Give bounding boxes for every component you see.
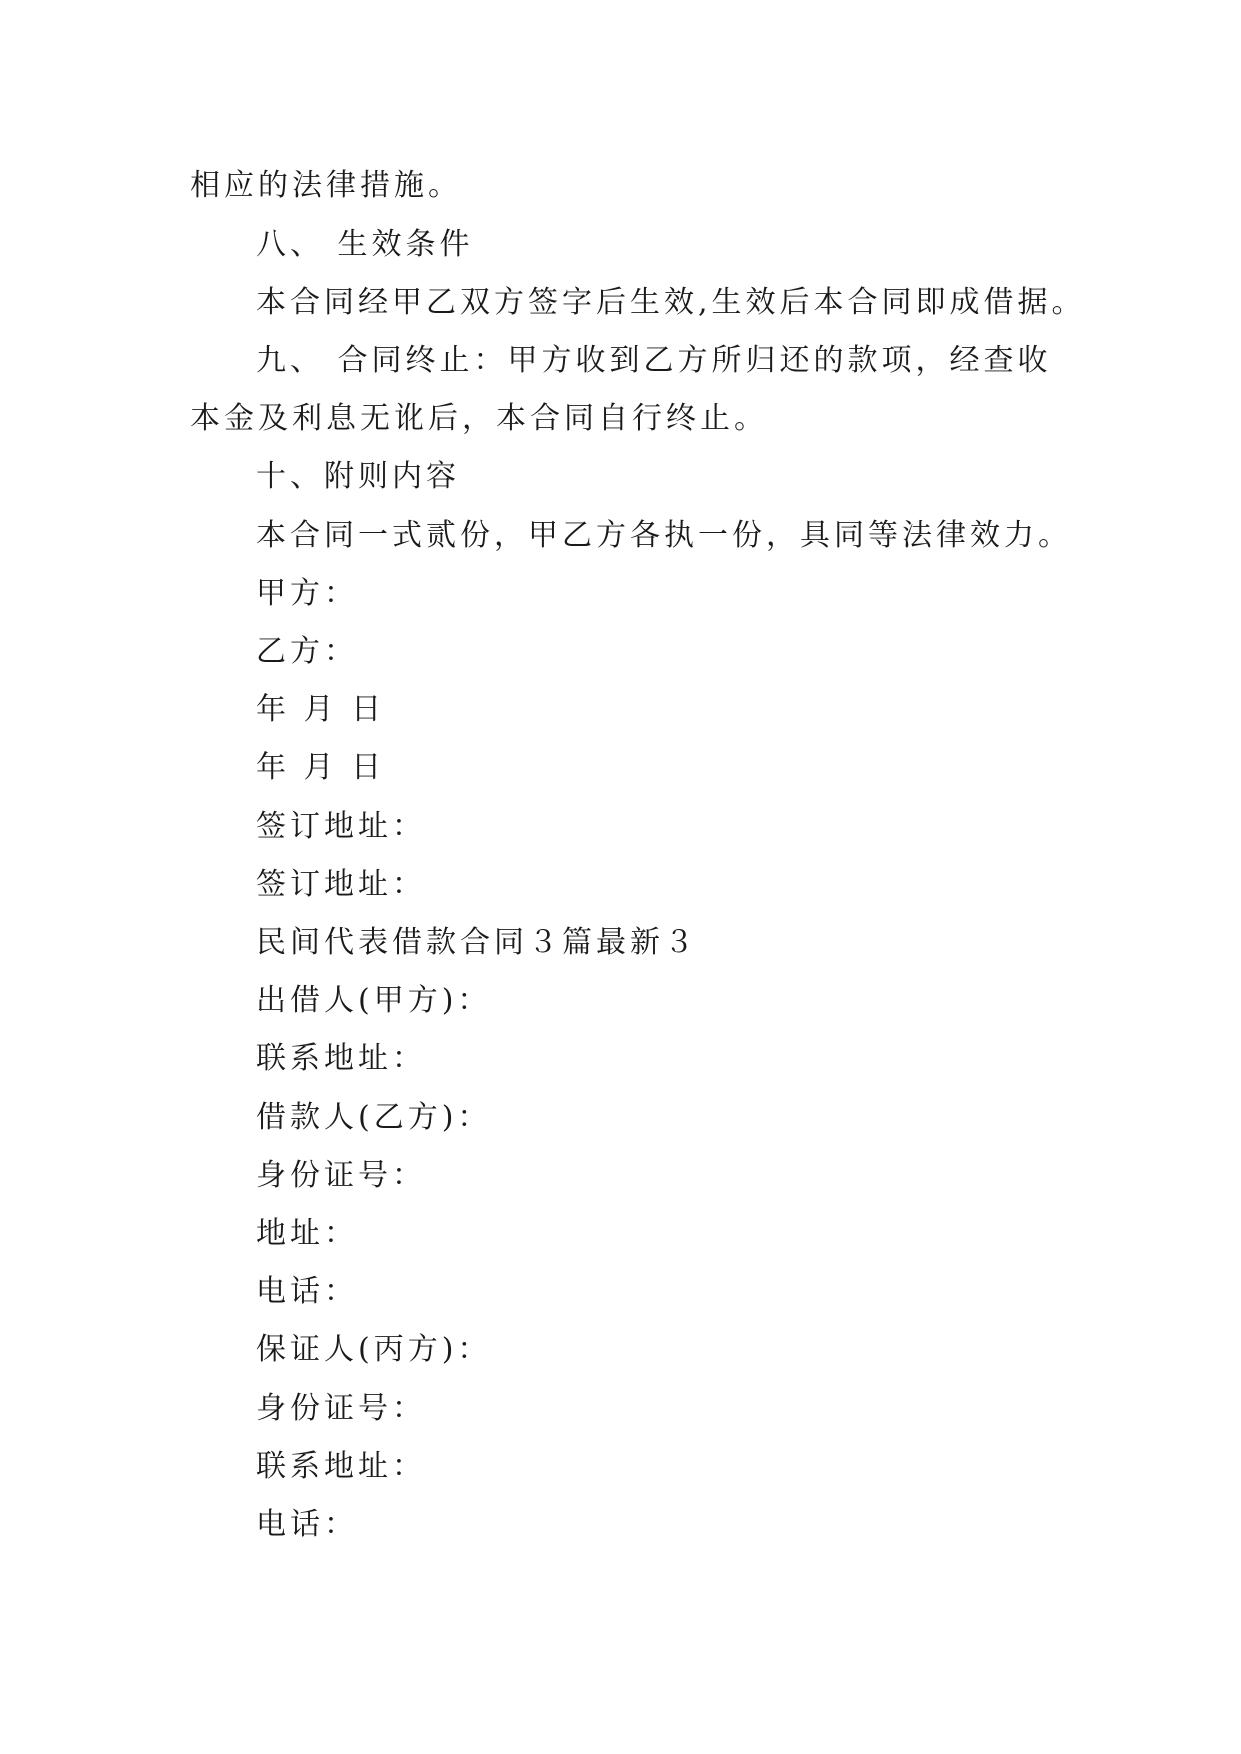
section-heading: 八、 生效条件 [256,227,474,262]
contact-address-label: 联系地址： [256,1041,426,1076]
signing-address-label: 签订地址： [256,867,426,902]
address-label: 地址： [256,1216,358,1251]
date-line: 年 月 日 [256,692,386,727]
lender-label: 出借人(甲方)： [256,983,492,1018]
contract-title: 民间代表借款合同３篇最新３ [256,925,698,960]
party-b-label: 乙方： [256,634,358,669]
contact-address-label: 联系地址： [256,1449,426,1484]
party-a-label: 甲方： [256,576,358,611]
section-heading: 九、 合同终止：甲方收到乙方所归还的款项，经查收 [256,343,1052,378]
id-number-label: 身份证号： [256,1391,426,1426]
phone-label: 电话： [256,1507,358,1542]
date-line: 年 月 日 [256,750,386,785]
text-line: 相应的法律措施。 [190,168,462,203]
text-line: 本合同一式贰份，甲乙方各执一份，具同等法律效力。 [256,518,1072,553]
guarantor-label: 保证人(丙方)： [256,1332,492,1367]
id-number-label: 身份证号： [256,1158,426,1193]
phone-label: 电话： [256,1274,358,1309]
text-line: 本金及利息无讹后，本合同自行终止。 [190,401,768,436]
signing-address-label: 签订地址： [256,809,426,844]
text-line: 本合同经甲乙双方签字后生效,生效后本合同即成借据。 [256,285,1086,320]
borrower-label: 借款人(乙方)： [256,1100,492,1135]
section-heading: 十、附则内容 [256,459,460,494]
